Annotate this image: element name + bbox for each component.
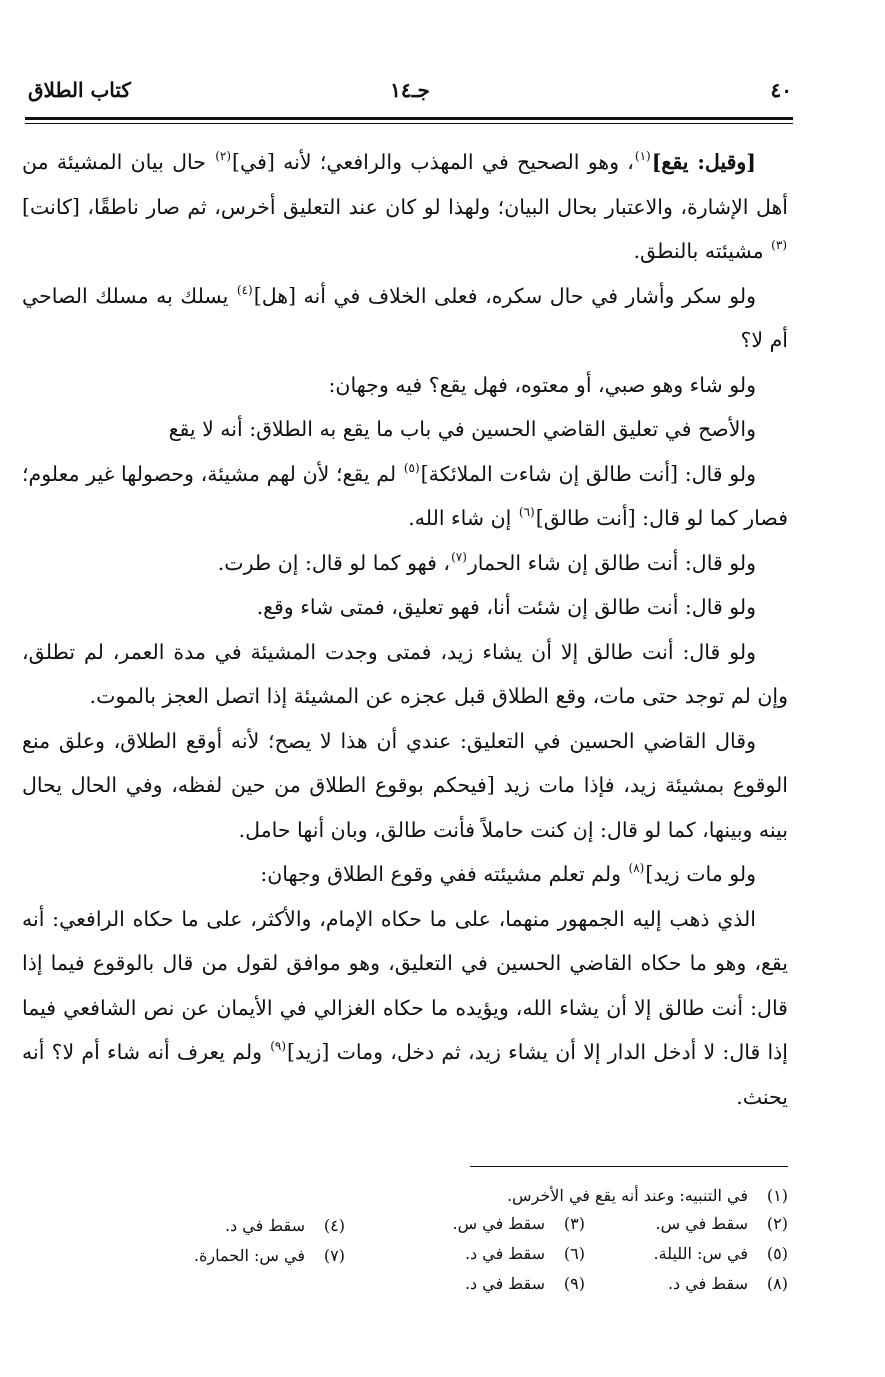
footnote-text: في التنبيه: وعند أنه يقع في الأخرس. bbox=[506, 1186, 748, 1205]
footnote-separator bbox=[470, 1166, 788, 1167]
main-text bbox=[22, 140, 788, 1119]
paragraph bbox=[22, 897, 788, 1120]
paragraph-text: ولو سكر وأشار في حال سكره، فعلى الخلاف في أنه [هل] bbox=[253, 283, 757, 308]
footnote-7 bbox=[194, 1246, 345, 1265]
footnote-3 bbox=[453, 1214, 585, 1233]
footnote-number: (٦) bbox=[563, 1244, 585, 1263]
footnote-ref: (٦) bbox=[518, 505, 535, 519]
footnote-number: (١) bbox=[766, 1186, 788, 1205]
header-rule-thin bbox=[25, 123, 793, 124]
page-header bbox=[28, 78, 792, 110]
header-rule-thick bbox=[25, 117, 793, 120]
footnote-9 bbox=[465, 1274, 585, 1293]
paragraph-text: ، فهو كما لو قال: إن طرت. bbox=[217, 550, 451, 575]
footnote-text: سقط في س. bbox=[655, 1214, 748, 1233]
footnote-number: (٨) bbox=[766, 1274, 788, 1293]
paragraph-text: ولو مات زيد] bbox=[645, 862, 756, 886]
paragraph-text: إن شاء الله. bbox=[408, 506, 518, 530]
paragraph: ولو قال: أنت طالق إن شئت أنا، فهو تعليق، فمتى شاء وقع. bbox=[256, 595, 756, 619]
paragraph bbox=[22, 852, 788, 897]
footnote-number: (٧) bbox=[323, 1246, 345, 1265]
footnote-8 bbox=[668, 1274, 788, 1293]
paragraph-text: ولم يعرف أنه شاء أم لا؟ أنه يحنث. bbox=[22, 1040, 788, 1109]
footnote-4 bbox=[225, 1216, 345, 1235]
book-title: كتاب الطلاق bbox=[28, 78, 131, 102]
footnote-text: في س: الليلة. bbox=[653, 1244, 748, 1263]
footnote-number: (٩) bbox=[563, 1274, 585, 1293]
footnote-text: سقط في د. bbox=[224, 1216, 305, 1235]
section-label: [وقيل: يقع] bbox=[651, 150, 757, 174]
paragraph-text: حال بيان المشيئة من أهل الإشارة، والاعتبار بحال البيان؛ ولهذا لو كان عند التعليق أخرس، ثم صار ناطقًا، [كانت] bbox=[22, 150, 788, 219]
paragraph-text: الذي ذهب إليه الجمهور منهما، على ما حكاه الإمام، والأكثر، على ما حكاه الرافعي: أنه يقع، وهو ما حكاه القاضي الحسين في التعليق، وهو موافق لقول من قال بالوقوع فيما إذا قال: أنت طالق إلا أن يشاء الله، ويؤيده ما حكاه الغزالي في الأيمان عن نص الشافعي فيما إذا قال: لا أدخل الدار إلا أن يشاء زيد، ثم دخل، ومات [زيد] bbox=[22, 906, 788, 1064]
footnote-ref: (٩) bbox=[270, 1039, 287, 1053]
footnote-ref: (١) bbox=[634, 149, 651, 163]
footnote-number: (٣) bbox=[563, 1214, 585, 1233]
footnote-ref: (٨) bbox=[628, 861, 645, 875]
page-number: ٤٠ bbox=[770, 78, 792, 102]
paragraph-text: ولو قال: أنت طالق إن شاء الحمار bbox=[467, 550, 756, 575]
paragraph-text: ولم تعلم مشيئته ففي وقوع الطلاق وجهان: bbox=[260, 862, 628, 886]
footnote-number: (٤) bbox=[323, 1216, 345, 1235]
paragraph: ولو شاء وهو صبي، أو معتوه، فهل يقع؟ فيه وجهان: bbox=[328, 372, 756, 397]
footnote-ref: (٢) bbox=[215, 149, 232, 163]
footnote-ref: (٥) bbox=[403, 460, 420, 475]
paragraph: ولو قال: أنت طالق إلا أن يشاء زيد، فمتى وجدت المشيئة في مدة العمر، لم تطلق، وإن لم توجد حتى مات، وقع الطلاق قبل عجزه عن المشيئة إذا اتصل العجز بالموت. bbox=[22, 639, 788, 708]
paragraph-text: مشيئته بالنطق. bbox=[633, 239, 771, 263]
footnote-text: سقط في س. bbox=[452, 1214, 545, 1233]
paragraph-text: ، وهو الصحيح في المهذب والرافعي؛ لأنه [في] bbox=[232, 150, 634, 174]
paragraph bbox=[22, 140, 788, 274]
paragraph: وقال القاضي الحسين في التعليق: عندي أن هذا لا يصح؛ لأنه أوقع الطلاق، وعلق منع الوقوع بمشيئة زيد، فإذا مات زيد [فيحكم بوقوع الطلاق من حين لفظه، وفي الحال يحال بينه وبينها، كما لو قال: إن كنت حاملاً فأنت طالق، وبان أنها حامل. bbox=[22, 728, 788, 842]
paragraph bbox=[22, 452, 788, 541]
footnote-ref: (٤) bbox=[236, 282, 253, 297]
footnote-number: (٢) bbox=[766, 1214, 788, 1233]
volume-label: جـ١٤ bbox=[390, 78, 430, 102]
paragraph-text: يسلك به مسلك الصاحي أم لا؟ bbox=[22, 283, 788, 352]
footnote-text: سقط في د. bbox=[464, 1244, 545, 1263]
footnote-text: سقط في د. bbox=[667, 1274, 748, 1293]
footnote-2 bbox=[656, 1214, 788, 1233]
footnote-text: سقط في د. bbox=[464, 1274, 545, 1293]
paragraph bbox=[22, 541, 788, 586]
paragraph: والأصح في تعليق القاضي الحسين في باب ما يقع به الطلاق: أنه لا يقع bbox=[168, 417, 756, 441]
footnote-ref: (٧) bbox=[451, 549, 467, 564]
footnote-ref: (٣) bbox=[771, 238, 787, 252]
paragraph-text: ولو قال: [أنت طالق إن شاءت الملائكة] bbox=[420, 461, 756, 486]
paragraph-text: لم يقع؛ لأن لهم مشيئة، وحصولها غير معلوم؛ فصار كما لو قال: [أنت طالق] bbox=[22, 461, 788, 530]
footnote-text: في س: الحمارة. bbox=[193, 1246, 305, 1265]
footnote-1 bbox=[507, 1186, 788, 1205]
footnote-5 bbox=[654, 1244, 788, 1263]
footnote-number: (٥) bbox=[766, 1244, 788, 1263]
footnote-6 bbox=[465, 1244, 585, 1263]
paragraph bbox=[22, 274, 788, 363]
